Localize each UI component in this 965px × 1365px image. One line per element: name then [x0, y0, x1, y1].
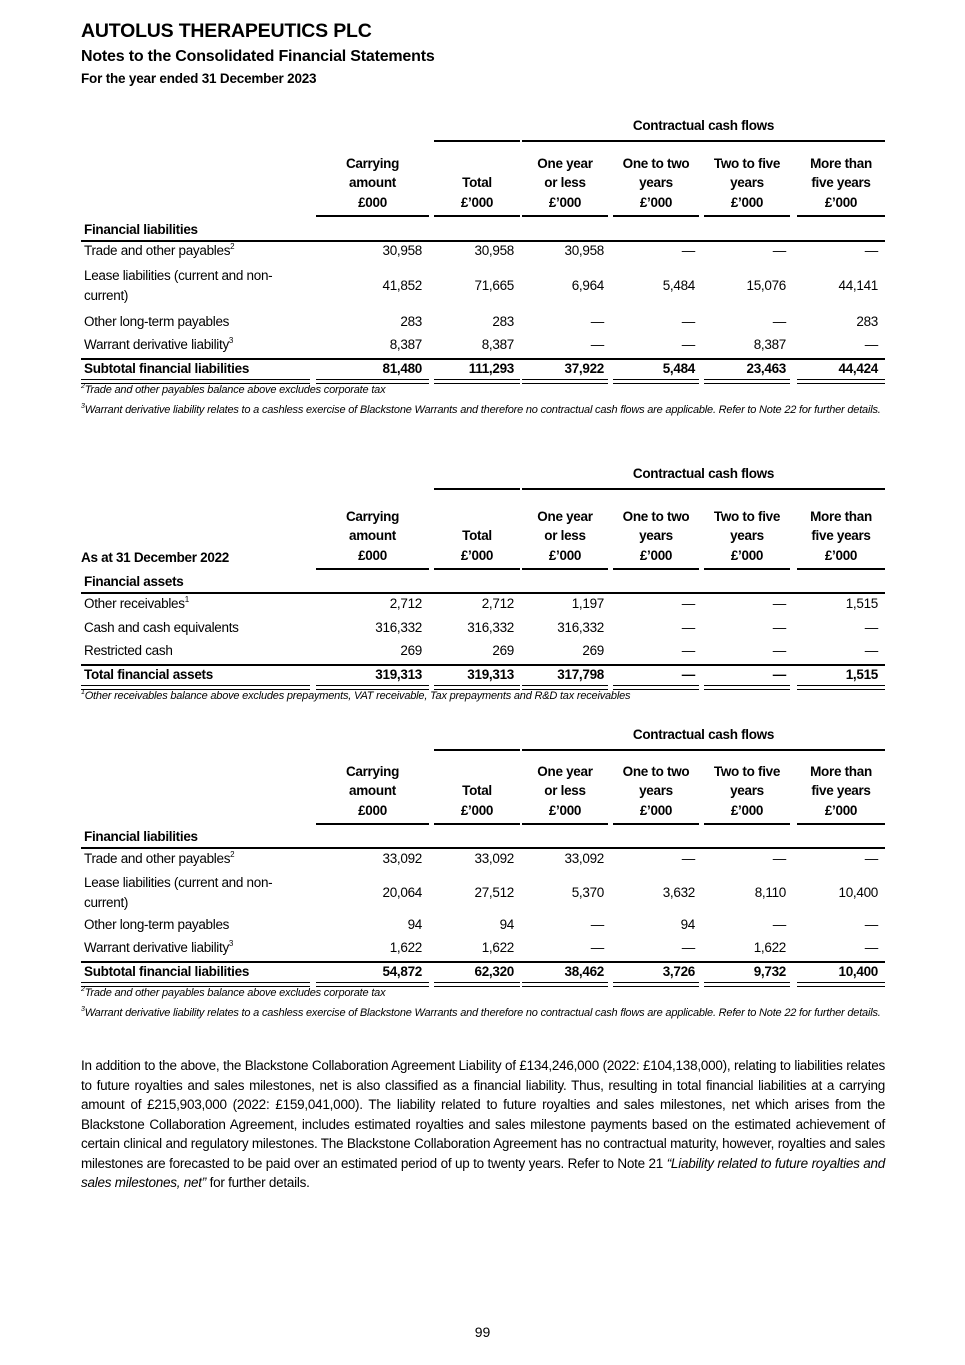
total-cell: 10,400 — [838, 964, 878, 979]
total-row — [81, 961, 885, 981]
footnote-marker: 1 — [184, 595, 189, 604]
paragraph-text-end: for further details. — [206, 1175, 310, 1190]
row-label — [84, 938, 309, 958]
table-cell: 5,484 — [662, 278, 695, 293]
table-cell: — — [772, 643, 786, 658]
row-label-text: Warrant derivative liability — [84, 940, 229, 955]
row-label — [84, 335, 309, 355]
reporting-period: For the year ended 31 December 2023 — [81, 71, 317, 86]
cash-flow-table — [81, 116, 885, 384]
column-header-line: or less — [544, 528, 586, 543]
footnote-text: Warrant derivative liability relates to a cashless exercise of Blackstone Warrants and therefore no contractual cash flows are applicable. Refer to Note 22 for further details. — [84, 1007, 881, 1019]
table-cell: 20,064 — [382, 885, 422, 900]
footnote — [81, 688, 885, 705]
table-row — [81, 241, 885, 261]
footnote-marker: 3 — [228, 939, 234, 948]
row-label-text: Other long-term payables — [84, 917, 230, 932]
column-header — [704, 507, 790, 571]
column-header-line: Two to five — [713, 508, 781, 524]
column-header-line: £’000 — [824, 547, 858, 563]
table-row — [81, 915, 885, 935]
column-header-line — [434, 507, 520, 527]
group-title: Contractual cash flows — [632, 727, 775, 742]
column-header-line: One to two — [622, 155, 690, 171]
row-label-text: Cash and cash equivalents — [84, 620, 239, 635]
table-cell: — — [864, 940, 878, 955]
column-header — [613, 762, 699, 826]
column-header-line: One to two — [622, 508, 690, 524]
row-label-text: Warrant derivative liability — [84, 337, 229, 352]
total-cell: 9,732 — [753, 964, 786, 979]
table-cell: — — [681, 337, 695, 352]
total-cell: 23,463 — [746, 361, 786, 376]
row-label — [84, 849, 309, 869]
column-headers — [81, 725, 885, 825]
section-heading: Financial assets — [84, 574, 184, 589]
column-header-line: £’000 — [460, 802, 494, 818]
footnote-number: 2 — [81, 986, 85, 993]
column-header-line: £’000 — [730, 194, 764, 210]
table-cell: 5,370 — [571, 885, 604, 900]
column-headers — [81, 464, 885, 570]
footnote-text: Other receivables balance above excludes prepayments, VAT receivable, Tax prepayments and R&D tax receivables — [84, 690, 631, 702]
total-cell: 54,872 — [382, 964, 422, 979]
group-title: Contractual cash flows — [632, 466, 775, 481]
column-header-line: One to two — [622, 763, 690, 779]
table-cell: — — [590, 917, 604, 932]
table-cell: 30,958 — [382, 243, 422, 258]
total-cell: 81,480 — [382, 361, 422, 376]
total-cell: 317,798 — [557, 667, 604, 682]
table-cell: — — [864, 620, 878, 635]
column-header — [797, 507, 885, 571]
table-cell: — — [590, 314, 604, 329]
table-date-label: As at 31 December 2022 — [81, 549, 229, 565]
column-header — [797, 762, 885, 826]
column-header-line: One year — [537, 763, 593, 779]
table-row — [81, 849, 885, 869]
row-label-text: Other long-term payables — [84, 314, 230, 329]
column-header — [316, 154, 429, 218]
column-header-line: £’000 — [824, 194, 858, 210]
column-header-line: £’000 — [824, 802, 858, 818]
column-header — [522, 762, 608, 826]
total-label: Subtotal financial liabilities — [84, 361, 250, 376]
column-header — [316, 507, 429, 571]
table-cell: 2,712 — [389, 596, 422, 611]
column-header-line: £’000 — [730, 547, 764, 563]
column-header — [704, 762, 790, 826]
table-cell: — — [864, 917, 878, 932]
table-cell: — — [864, 243, 878, 258]
table-cell: — — [864, 851, 878, 866]
row-label-text: Lease liabilities (current and non-current) — [84, 875, 273, 910]
column-header — [613, 154, 699, 218]
table-cell: — — [772, 243, 786, 258]
table-row — [81, 594, 885, 614]
table-row — [81, 312, 885, 332]
table-cell: 283 — [492, 314, 514, 329]
table-cell: — — [590, 940, 604, 955]
column-header-line: years — [639, 783, 673, 798]
total-cell: 44,424 — [838, 361, 878, 376]
table-cell: — — [864, 643, 878, 658]
company-name: AUTOLUS THERAPEUTICS PLC — [81, 20, 372, 42]
table-cell: — — [681, 596, 695, 611]
table-cell: 316,332 — [467, 620, 514, 635]
table-cell: 33,092 — [474, 851, 514, 866]
row-label-text: Trade and other payables — [84, 851, 231, 866]
total-row — [81, 358, 885, 378]
column-header-line: years — [639, 175, 673, 190]
footnote-number: 1 — [81, 689, 85, 696]
column-header-line: Total — [462, 783, 492, 798]
column-header-line: amount — [349, 783, 396, 798]
table-cell: — — [772, 620, 786, 635]
column-header-line: £’000 — [460, 547, 494, 563]
footnote-number: 3 — [81, 1006, 85, 1013]
footnote-marker: 2 — [230, 242, 235, 251]
column-header-line: years — [730, 175, 764, 190]
column-header — [434, 762, 520, 826]
row-label-text: Restricted cash — [84, 643, 173, 658]
table-cell: 8,387 — [389, 337, 422, 352]
footnote-text: Trade and other payables balance above excludes corporate tax — [84, 384, 386, 396]
column-header-line: More than — [810, 508, 872, 524]
table-cell: 1,197 — [571, 596, 604, 611]
column-headers — [81, 116, 885, 217]
column-header — [316, 762, 429, 826]
total-label: Subtotal financial liabilities — [84, 964, 250, 979]
row-label-text: Lease liabilities (current and non-current) — [84, 268, 273, 303]
column-header-line: Two to five — [713, 763, 781, 779]
column-header-line: More than — [810, 155, 872, 171]
total-cell: 319,313 — [467, 667, 514, 682]
column-header-line: years — [639, 528, 673, 543]
footnote — [81, 402, 885, 419]
column-header-line: or less — [544, 783, 586, 798]
table-cell: — — [681, 940, 695, 955]
table-cell: 94 — [680, 917, 695, 932]
column-header-line: amount — [349, 528, 396, 543]
footnote-number: 3 — [81, 403, 85, 410]
row-label — [84, 241, 309, 261]
table-cell: 94 — [499, 917, 514, 932]
row-label — [84, 915, 309, 935]
column-header-line: five years — [811, 175, 871, 190]
column-header-line: five years — [811, 528, 871, 543]
total-cell: — — [681, 667, 695, 682]
column-header-line: Two to five — [713, 155, 781, 171]
column-header-line: £000 — [358, 802, 387, 818]
table-row — [81, 266, 885, 306]
table-cell: 33,092 — [382, 851, 422, 866]
row-label — [84, 641, 309, 661]
row-label-text: Other receivables — [84, 596, 185, 611]
table-cell: 8,387 — [481, 337, 514, 352]
column-header — [797, 154, 885, 218]
column-header-line: years — [730, 528, 764, 543]
row-label — [84, 873, 309, 912]
table-row — [81, 938, 885, 958]
table-cell: 269 — [492, 643, 514, 658]
column-header-line: £000 — [358, 547, 387, 563]
total-cell: — — [772, 667, 786, 682]
table-cell: 8,387 — [753, 337, 786, 352]
table-row — [81, 641, 885, 661]
column-header-line: £’000 — [548, 547, 582, 563]
column-header-line: Total — [462, 528, 492, 543]
column-header-line: £’000 — [460, 194, 494, 210]
total-cell: 1,515 — [845, 667, 878, 682]
row-label-text: Trade and other payables — [84, 243, 231, 258]
row-label — [84, 618, 309, 638]
table-cell: 316,332 — [375, 620, 422, 635]
footnote-marker: 3 — [228, 336, 234, 345]
table-cell: 1,622 — [481, 940, 514, 955]
group-title: Contractual cash flows — [632, 118, 775, 133]
table-cell: — — [681, 620, 695, 635]
total-cell: 3,726 — [662, 964, 695, 979]
column-header — [434, 154, 520, 218]
section-heading-row — [81, 826, 885, 848]
page-number: 99 — [474, 1324, 491, 1340]
table-cell: — — [772, 314, 786, 329]
footnote — [81, 1005, 885, 1022]
table-cell: 33,092 — [564, 851, 604, 866]
column-header-line: More than — [810, 763, 872, 779]
row-label — [84, 312, 309, 332]
column-header-line: One year — [537, 508, 593, 524]
column-header — [434, 507, 520, 571]
table-cell: 1,622 — [753, 940, 786, 955]
table-cell: — — [864, 337, 878, 352]
table-row — [81, 873, 885, 913]
section-heading-row — [81, 571, 885, 593]
column-header-line: £’000 — [639, 194, 673, 210]
table-cell: — — [772, 596, 786, 611]
table-cell: 1,515 — [845, 596, 878, 611]
table-cell: — — [681, 643, 695, 658]
section-heading: Financial liabilities — [84, 222, 198, 237]
column-header-line — [434, 762, 520, 782]
table-cell: 2,712 — [481, 596, 514, 611]
footnote — [81, 985, 885, 1002]
table-cell: 71,665 — [474, 278, 514, 293]
total-cell: 319,313 — [375, 667, 422, 682]
body-paragraph — [81, 1056, 885, 1193]
table-cell: — — [681, 314, 695, 329]
table-cell: 30,958 — [474, 243, 514, 258]
column-header-line: £’000 — [548, 194, 582, 210]
column-header-line: £’000 — [639, 547, 673, 563]
cash-flow-table — [81, 725, 885, 987]
row-label — [84, 266, 309, 305]
total-cell: 111,293 — [468, 361, 514, 376]
document-title: Notes to the Consolidated Financial Statements — [81, 48, 435, 65]
table-row — [81, 618, 885, 638]
table-cell: — — [772, 917, 786, 932]
table-cell: 6,964 — [571, 278, 604, 293]
table-row — [81, 335, 885, 355]
total-cell: 62,320 — [474, 964, 514, 979]
cash-flow-table — [81, 464, 885, 690]
column-header — [613, 507, 699, 571]
footnote-marker: 2 — [230, 850, 235, 859]
paragraph-text: In addition to the above, the Blackstone Collaboration Agreement Liability of £134,246,000 (2022: £104,138,000), relating to liabilities relates to future royalties and sales milestones, net is also classified as a financial liability. Thus, resulting in total financial liabilities at a carrying amount of £215,903,000 (2022: £159,041,000). The liability related to future royalties and sales milestones, net which arises from the Blackstone Collaboration Agreement, includes estimated royalties and sales milestone payments based on the estimated achievement of certain clinical and regulatory milestones. The Blackstone Collaboration Agreement has no contractual maturity, however, royalties and sales milestones are forecasted to be paid over an estimated period of up to twenty years. Refer to Note 21 — [81, 1058, 885, 1171]
table-cell: 94 — [407, 917, 422, 932]
total-cell: 38,462 — [564, 964, 604, 979]
column-header-line: Carrying — [345, 763, 400, 779]
table-cell: 3,632 — [662, 885, 695, 900]
column-header-line: or less — [544, 175, 586, 190]
column-header-line: Carrying — [345, 508, 400, 524]
table-cell: 8,110 — [754, 885, 786, 900]
column-header-line — [434, 154, 520, 174]
total-cell: 5,484 — [662, 361, 695, 376]
column-header-line: five years — [811, 783, 871, 798]
table-cell: 283 — [400, 314, 422, 329]
column-header — [522, 154, 608, 218]
table-cell: 15,076 — [746, 278, 786, 293]
table-cell: — — [772, 851, 786, 866]
table-cell: 316,332 — [557, 620, 604, 635]
column-header-line: years — [730, 783, 764, 798]
table-cell: 27,512 — [474, 885, 514, 900]
section-heading: Financial liabilities — [84, 829, 198, 844]
table-cell: — — [681, 851, 695, 866]
note-reference: “Liability related to future royalties and sales milestones, net” — [81, 1155, 885, 1190]
table-cell: — — [590, 337, 604, 352]
column-header-line: Carrying — [345, 155, 400, 171]
table-cell: 283 — [856, 314, 878, 329]
table-cell: 10,400 — [838, 885, 878, 900]
total-label: Total financial assets — [84, 667, 213, 682]
column-header-line: £’000 — [730, 802, 764, 818]
table-cell: 269 — [400, 643, 422, 658]
table-cell: 1,622 — [389, 940, 422, 955]
table-cell: 30,958 — [564, 243, 604, 258]
column-header-line: £’000 — [548, 802, 582, 818]
column-header — [522, 507, 608, 571]
footnote-number: 2 — [81, 383, 85, 390]
table-cell: 269 — [582, 643, 604, 658]
footnote-text: Warrant derivative liability relates to a cashless exercise of Blackstone Warrants and therefore no contractual cash flows are applicable. Refer to Note 22 for further details. — [84, 404, 881, 416]
column-header-line: £’000 — [639, 802, 673, 818]
table-cell: — — [681, 243, 695, 258]
total-row — [81, 664, 885, 684]
column-header-line: One year — [537, 155, 593, 171]
table-cell: 41,852 — [382, 278, 422, 293]
column-header — [704, 154, 790, 218]
section-heading-row — [81, 219, 885, 241]
footnote-text: Trade and other payables balance above excludes corporate tax — [84, 987, 386, 999]
total-cell: 37,922 — [564, 361, 604, 376]
row-label — [84, 594, 309, 614]
table-cell: 44,141 — [838, 278, 878, 293]
column-header-line: amount — [349, 175, 396, 190]
footnote — [81, 382, 885, 399]
column-header-line: £000 — [358, 194, 387, 210]
column-header-line: Total — [462, 175, 492, 190]
